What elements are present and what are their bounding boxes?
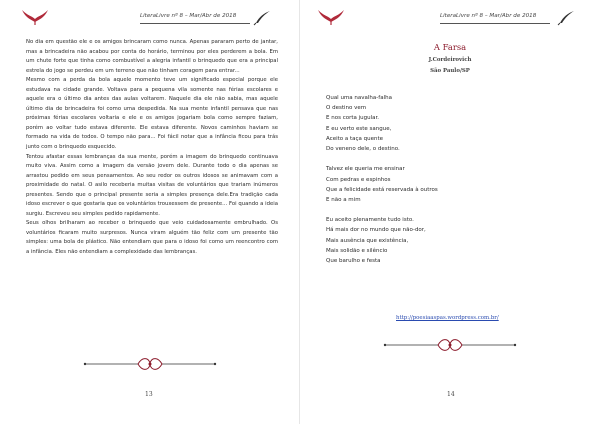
quill-pen-icon bbox=[252, 10, 272, 26]
left-header bbox=[0, 6, 300, 32]
poem-line bbox=[326, 205, 526, 215]
poem-line: Eu aceito plenamente tudo isto. bbox=[326, 217, 414, 224]
header-title: LiteraLivre nº 8 – Mar/Abr de 2018 bbox=[440, 13, 537, 19]
poem-line: O destino vem bbox=[326, 105, 367, 112]
poem-line: Que barulho e festa bbox=[326, 258, 381, 264]
poem-line: Qual uma navalha-falha bbox=[326, 95, 392, 101]
left-article-body bbox=[26, 38, 278, 258]
poem-line: Há mais dor no mundo que não-dor, bbox=[326, 227, 426, 234]
page-number: 14 bbox=[447, 391, 455, 398]
header-title: LiteraLivre nº 8 – Mar/Abr de 2018 bbox=[140, 13, 237, 19]
poem-line: Que a felicidade está reservada à outros bbox=[326, 186, 438, 193]
poem-body bbox=[326, 93, 526, 266]
quill-pen-icon bbox=[556, 10, 576, 26]
paragraph: No dia em questão ele e os amigos brincaram como nunca. Apenas pararam perto de jantar, mas a brincadeira não acabou por conta do horário, terminou por eles perderem a bola. Em um chute forte que tinha como combustível a alegria infantil o brinquedo que era a principal estrela do jogo se perdeu em um terreno que não tinham coragem para entrar... bbox=[26, 39, 278, 74]
paragraph: Mesmo com a perda da bola aquele momento teve um significado especial porque ele estudava na cidade grande. Voltava para a pequena vila somente nas férias escolares e aquele era o último dia antes das aulas voltarem. Naquele dia ele não sabia, mas aquele último dia de brincadeira foi como uma despedida. Na sua mente infantil pensava que nas próximas férias escolares voltaria e ele e os amigos jogariam bola como sempre faziam, porém ao voltar tudo estava diferente. Ele estava diferente. Novos caminhos haviam se formado na vida de todos. O tempo não para... Foi fácil notar que a infância ficou para trás junto com o brinquedo esquecido. bbox=[26, 77, 278, 151]
ornament-divider bbox=[380, 336, 520, 354]
ornament-divider bbox=[80, 355, 220, 373]
poem-place: São Paulo/SP bbox=[430, 68, 470, 74]
poem-line: Talvez ele queria me ensinar bbox=[326, 166, 405, 173]
poem-line bbox=[326, 154, 526, 164]
right-header bbox=[300, 6, 600, 32]
poem-author: J.Cordeirovich bbox=[428, 57, 472, 63]
poem-line: Do veneno dele, o destino. bbox=[326, 145, 400, 152]
bird-icon bbox=[20, 6, 50, 26]
paragraph: Seus olhos brilharam ao receber o brinquedo que veio cuidadosamente embrulhado. Os voluntários ficaram muito surpresos. Nunca viram alguém tão feliz com um presente tão simples: uma bola de plástico. Não entendiam que para o idoso foi como um reencontro com a infância. Eles não entendiam a complexidade das lembranças. bbox=[26, 220, 278, 256]
poem-line: Mais ausência que existência, bbox=[326, 237, 409, 244]
poem-line: Com pedras e espinhos bbox=[326, 176, 391, 183]
header-rule bbox=[140, 23, 250, 24]
author-blog-link[interactable]: http://poesiaaspas.wordpress.com.br/ bbox=[396, 315, 499, 321]
poem-line: E nos corta jugular. bbox=[326, 115, 380, 122]
paragraph: Tentou afastar essas lembranças da sua mente, porém a imagem do brinquedo continuava muito viva. Assim como a imagem da versão jovem dele. Durante todo o dia apenas se arrastou pedido em seus pensamentos. Ao seu redor os outros idosos se animavam com a proximidade do natal. O asilo receberia muitas visitas de voluntários que trariam inúmeros presentes. Sendo que o principal presente seria a simples presença dele.Era tradição cada idoso escrever o que gostaria que os voluntários trouxessem de presente... Foi quando a ideia surgiu. Escreveu seu simples pedido rapidamente. bbox=[26, 153, 278, 217]
poem-line: Mais solidão e silêncio bbox=[326, 247, 388, 254]
poem-line: E não a mim bbox=[326, 196, 361, 203]
poem-line: Aceito a taça quente bbox=[326, 135, 384, 142]
poem-line: E eu verto este sangue, bbox=[326, 125, 392, 132]
header-rule bbox=[440, 23, 550, 24]
page-number: 13 bbox=[145, 391, 153, 398]
bird-icon bbox=[316, 6, 346, 26]
poem-title: A Farsa bbox=[433, 42, 467, 52]
